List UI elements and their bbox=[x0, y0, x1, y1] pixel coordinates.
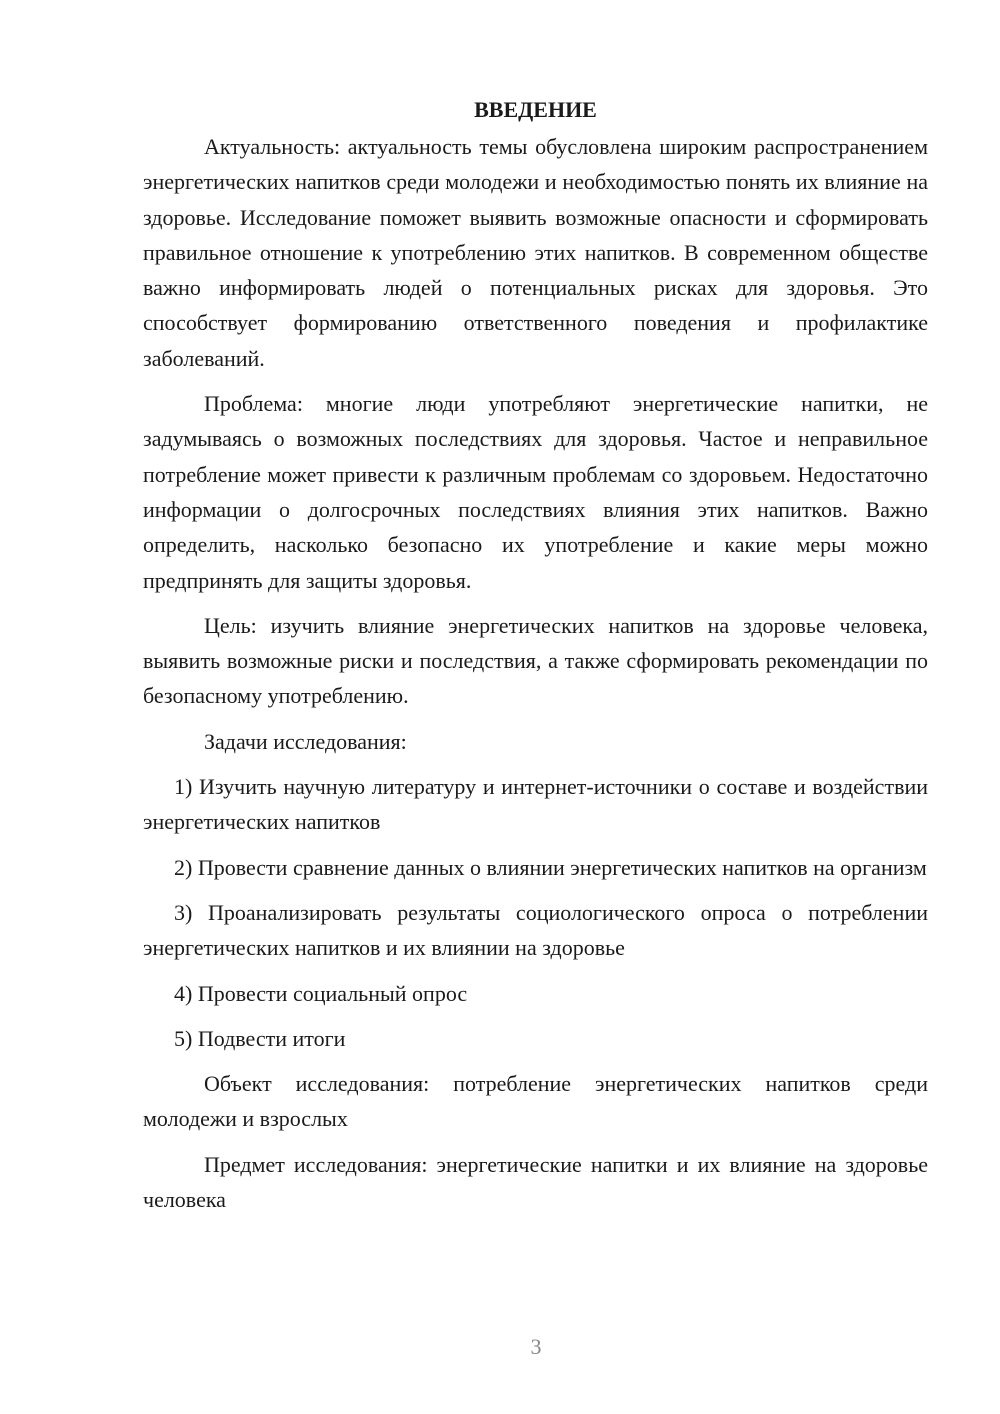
list-item: 1) Изучить научную литературу и интернет-источники о составе и воздействии энергетических напитков bbox=[143, 774, 928, 835]
list-item: 4) Провести социальный опрос bbox=[174, 980, 468, 1006]
paragraph-relevance: Актуальность: актуальность темы обусловлена широким распространением энергетических напитков среди молодежи и необходимостью понять их влияние на здоровье. Исследование поможет выявить возможные опасности и сформировать правильное отношение к употреблению этих напитков. В современном обществе важно информировать людей о потенциальных рисках для здоровья. Это способствует формированию ответственного поведения и профилактике заболеваний. bbox=[143, 134, 928, 371]
page-title: ВВЕДЕНИЕ bbox=[474, 97, 597, 122]
document-page bbox=[143, 92, 928, 1227]
list-item: 3) Проанализировать результаты социологического опроса о потреблении энергетических напитков и их влиянии на здоровье bbox=[143, 899, 928, 961]
page-number: 3 bbox=[530, 1334, 542, 1359]
list-item: 2) Провести сравнение данных о влиянии энергетических напитков на организм bbox=[174, 854, 927, 880]
paragraph-goal: Цель: изучить влияние энергетических напитков на здоровье человека, выявить возможные риски и последствия, а также сформировать рекомендации по безопасному употреблению. bbox=[143, 612, 928, 709]
tasks-heading: Задачи исследования: bbox=[204, 728, 407, 754]
paragraph-object: Объект исследования: потребление энергетических напитков среди молодежи и взрослых bbox=[143, 1071, 928, 1132]
paragraph-subject: Предмет исследования: энергетические напитки и их влияние на здоровье человека bbox=[143, 1151, 928, 1213]
paragraph-problem: Проблема: многие люди употребляют энергетические напитки, не задумываясь о возможных последствиях для здоровья. Частое и неправильное потребление может привести к различным проблемам со здоровьем. Недостаточно информации о долгосрочных последствиях влияния этих напитков. Важно определить, насколько безопасно их употребление и какие меры можно предпринять для защиты здоровья. bbox=[143, 391, 928, 593]
list-item: 5) Подвести итоги bbox=[174, 1025, 346, 1051]
